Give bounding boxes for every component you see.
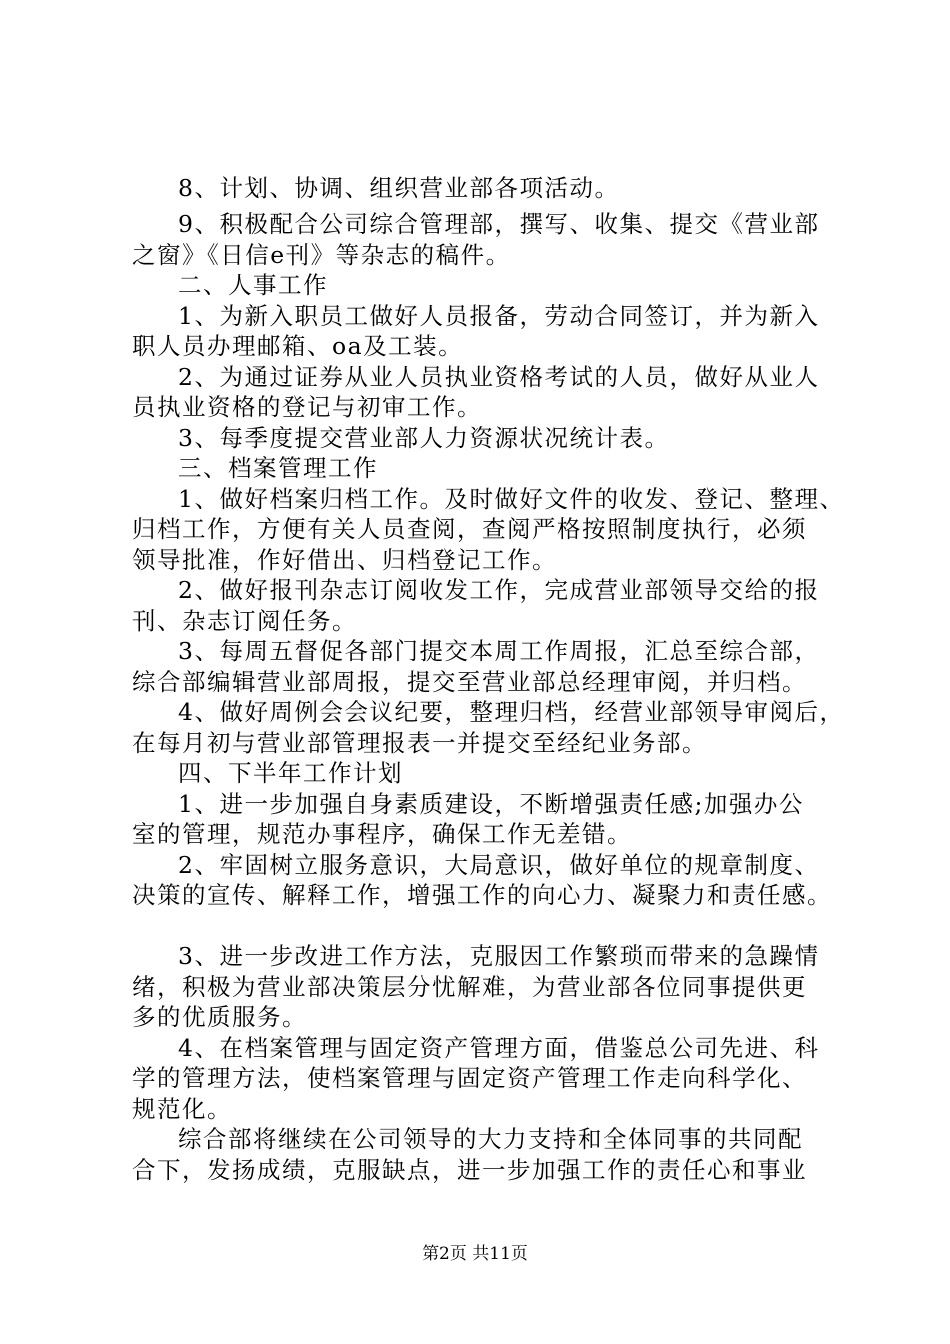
paragraph-line: 1、做好档案归档工作。及时做好文件的收发、登记、整理、	[178, 485, 845, 513]
paragraph-line: 3、每季度提交营业部人力资源状况统计表。	[178, 424, 670, 452]
section-heading: 二、人事工作	[178, 271, 328, 299]
paragraph-line: 刊、杂志订阅任务。	[132, 607, 357, 635]
paragraph-line: 2、为通过证券从业人员执业资格考试的人员，做好从业人	[178, 363, 820, 391]
paragraph-line: 归档工作，方便有关人员查阅，查阅严格按照制度执行，必须	[132, 515, 807, 543]
paragraph-line: 4、在档案管理与固定资产管理方面，借鉴总公司先进、科	[178, 1034, 820, 1062]
paragraph-line: 9、积极配合公司综合管理部，撰写、收集、提交《营业部	[178, 210, 820, 238]
paragraph-line: 合下，发扬成绩，克服缺点，进一步加强工作的责任心和事业	[132, 1156, 807, 1184]
paragraph-line: 综合部编辑营业部周报，提交至营业部总经理审阅，并归档。	[132, 668, 807, 696]
paragraph-line: 学的管理方法，使档案管理与固定资产管理工作走向科学化、	[132, 1064, 807, 1092]
paragraph-line: 职人员办理邮箱、oa及工装。	[132, 332, 464, 360]
paragraph-line: 之窗》《日信e刊》等杂志的稿件。	[132, 241, 511, 269]
paragraph-line: 绪，积极为营业部决策层分忧解难，为营业部各位同事提供更	[132, 973, 807, 1001]
paragraph-line: 3、进一步改进工作方法，克服因工作繁琐而带来的急躁情	[178, 942, 820, 970]
paragraph-line: 2、牢固树立服务意识，大局意识，做好单位的规章制度、	[178, 851, 820, 879]
paragraph-line: 规范化。	[132, 1095, 232, 1123]
paragraph-line: 室的管理，规范办事程序，确保工作无差错。	[132, 820, 632, 848]
paragraph-line: 在每月初与营业部管理报表一并提交至经纪业务部。	[132, 729, 707, 757]
section-heading: 三、档案管理工作	[178, 454, 378, 482]
paragraph-line: 1、进一步加强自身素质建设，不断增强责任感;加强办公	[178, 790, 804, 818]
paragraph-line: 1、为新入职员工做好人员报备，劳动合同签订，并为新入	[178, 302, 820, 330]
paragraph-line: 3、每周五督促各部门提交本周工作周报，汇总至综合部，	[178, 637, 820, 665]
section-heading: 四、下半年工作计划	[178, 759, 403, 787]
paragraph-line: 决策的宣传、解释工作，增强工作的向心力、凝聚力和责任感。	[132, 881, 832, 909]
paragraph-line: 领导批准，作好借出、归档登记工作。	[132, 546, 557, 574]
paragraph-line: 4、做好周例会会议纪要，整理归档，经营业部领导审阅后，	[178, 698, 845, 726]
paragraph-line: 员执业资格的登记与初审工作。	[132, 393, 482, 421]
paragraph-line: 多的优质服务。	[132, 1003, 307, 1031]
paragraph-line: 8、计划、协调、组织营业部各项活动。	[178, 174, 620, 202]
page-footer: 第2页 共11页	[422, 1244, 528, 1264]
paragraph-line: 综合部将继续在公司领导的大力支持和全体同事的共同配	[178, 1125, 803, 1153]
paragraph-line: 2、做好报刊杂志订阅收发工作，完成营业部领导交给的报	[178, 576, 820, 604]
